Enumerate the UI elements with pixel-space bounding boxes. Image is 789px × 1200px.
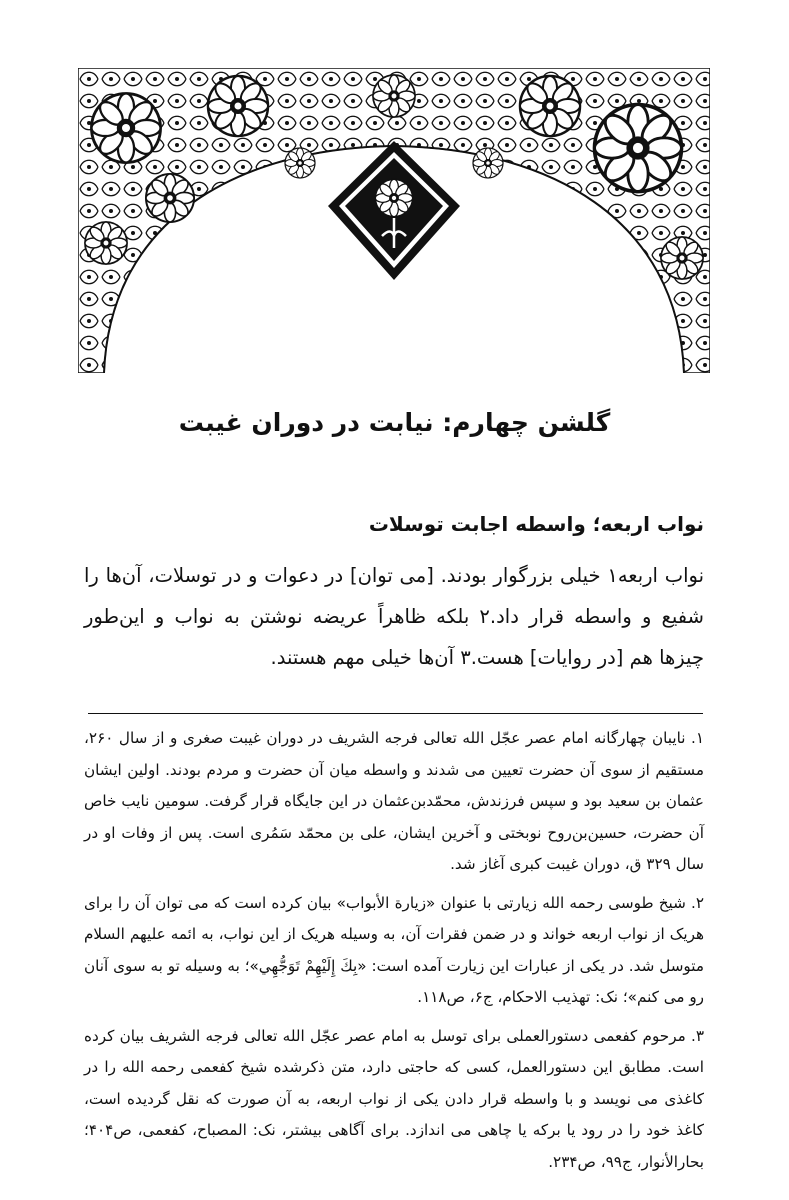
section-heading: نواب اربعه؛ واسطه اجابت توسلات: [368, 512, 704, 536]
floral-headpiece-ornament: [78, 68, 710, 373]
body-text: نواب اربعه۱ خیلی بزرگوار بودند. [می توان] در دعوات و در توسلات، آن‌ها را شفیع و واسطه قرار داد.۲ بلکه ظاهراً عریضه نوشتن به نواب و این‌طور چیزها هم [در روایات] هست.۳ آن‌ها خیلی مهم هستند.: [84, 564, 704, 669]
footnote-1: ۱. نایبان چهارگانه امام عصر عجّل الله تعالی فرجه الشریف در دوران غیبت صغری و از سال ۲۶۰، مستقیم از سوی آن حضرت تعیین می شدند و واسطه میان آن حضرت و مردم بودند. اولین ایشان عثمان بن سعید بود و سپس فرزندش، محمّد‌بن‌عثمان در این جایگاه قرار گرفت. سومین نایب خاص آن حضرت، حسین‌بن‌روح نوبختی و آخرین ایشان، علی بن محمّد سَمُری است. پس از وفات او در سال ۳۲۹ ق، دوران غیبت کبری آغاز شد.: [84, 729, 704, 873]
footnote-3: ۳. مرحوم کفعمی دستورالعملی برای توسل به امام عصر عجّل الله تعالی فرجه الشریف بیان کرده است. مطابق این دستورالعمل، کسی که حاجتی دارد، متن ذکرشده شیخ کفعمی رحمه الله را در کاغذی می نویسد و با واسطه قرار دادن یکی از نواب اربعه، به آن صورت که نقل گردیده است، کاغذ خود را در رود یا برکه یا چاهی می اندازد. برای آگاهی بیشتر، نک: المصباح، کفعمی، ص۴۰۴؛ بحارالأنوار، ج۹۹، ص۲۳۴.: [84, 1026, 704, 1171]
body-paragraph: [84, 555, 704, 678]
footnotes: [84, 723, 704, 1185]
footnote-2: ۲. شیخ طوسی رحمه الله زیارتی با عنوان «زیارة الأبواب» بیان کرده است که می توان آن را برای هریک از نواب اربعه خواند و در ضمن فقرات آن، به وسیله هریک از این نواب، به ائمه علیهم السلام متوسل شد. در یکی از عبارات این زیارت آمده است: «بِكَ إِلَيْهِمْ تَوَجُّهِي»؛ به وسیله تو به سوی آنان رو می کنم»؛ نک: تهذیب الاحکام، ج۶، ص۱۱۸.: [84, 893, 704, 1006]
footnote-divider: [88, 713, 703, 714]
chapter-title: گلشن چهارم: نیابت در دوران غیبت: [178, 408, 611, 437]
